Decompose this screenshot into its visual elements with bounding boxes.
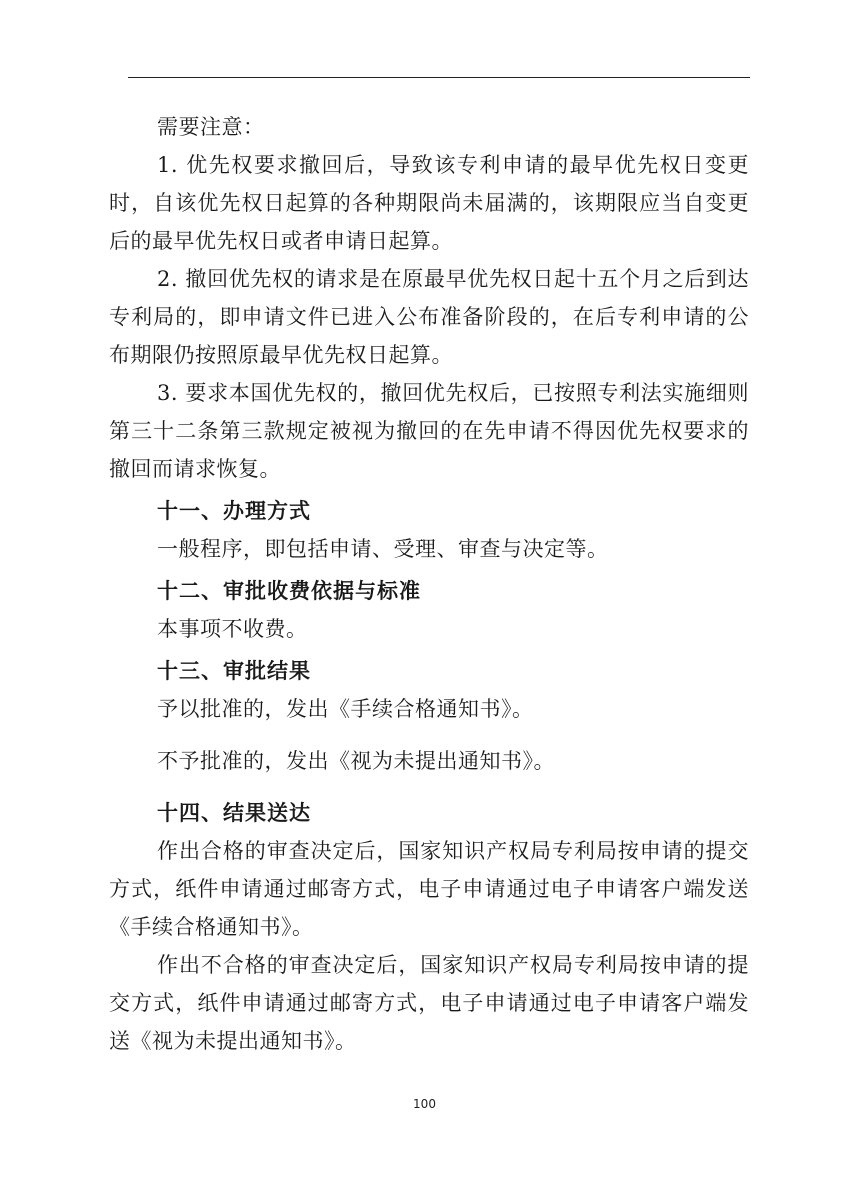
section-13-text-2: 不予批准的，发出《视为未提出通知书》。 xyxy=(157,749,555,773)
section-12-text: 本事项不收费。 xyxy=(157,617,308,641)
page-number: 100 xyxy=(413,1097,436,1111)
section-14-text-2: 作出不合格的审查决定后，国家知识产权局专利局按申请的提交方式，纸件申请通过邮寄方式，电子申请通过电子申请客户端发送《视为未提出通知书》。 xyxy=(109,953,749,1053)
section-14-text-1: 作出合格的审查决定后，国家知识产权局专利局按申请的提交方式，纸件申请通过邮寄方式，电子申请通过电子申请客户端发送《手续合格通知书》。 xyxy=(109,839,749,939)
section-13-text-1: 予以批准的，发出《手续合格通知书》。 xyxy=(157,697,534,721)
section-14-title: 十四、结果送达 xyxy=(157,801,311,825)
section-12-title: 十二、审批收费依据与标准 xyxy=(157,579,421,603)
note-heading: 需要注意： xyxy=(157,115,265,139)
section-13-title: 十三、审批结果 xyxy=(157,659,311,683)
section-11-text: 一般程序，即包括申请、受理、审查与决定等。 xyxy=(157,537,609,561)
page-content xyxy=(109,108,749,1060)
note-item-2: 2. 撤回优先权的请求是在原最早优先权日起十五个月之后到达专利局的，即申请文件已进入公布准备阶段的，在后专利申请的公布期限仍按照原最早优先权日起算。 xyxy=(109,267,749,367)
note-item-1: 1. 优先权要求撤回后，导致该专利申请的最早优先权日变更时，自该优先权日起算的各种期限尚未届满的，该期限应当自变更后的最早优先权日或者申请日起算。 xyxy=(109,153,749,253)
section-11-title: 十一、办理方式 xyxy=(157,499,311,523)
note-item-3: 3. 要求本国优先权的，撤回优先权后，已按照专利法实施细则第三十二条第三款规定被视为撤回的在先申请不得因优先权要求的撤回而请求恢复。 xyxy=(109,381,749,481)
header-rule xyxy=(128,77,750,78)
